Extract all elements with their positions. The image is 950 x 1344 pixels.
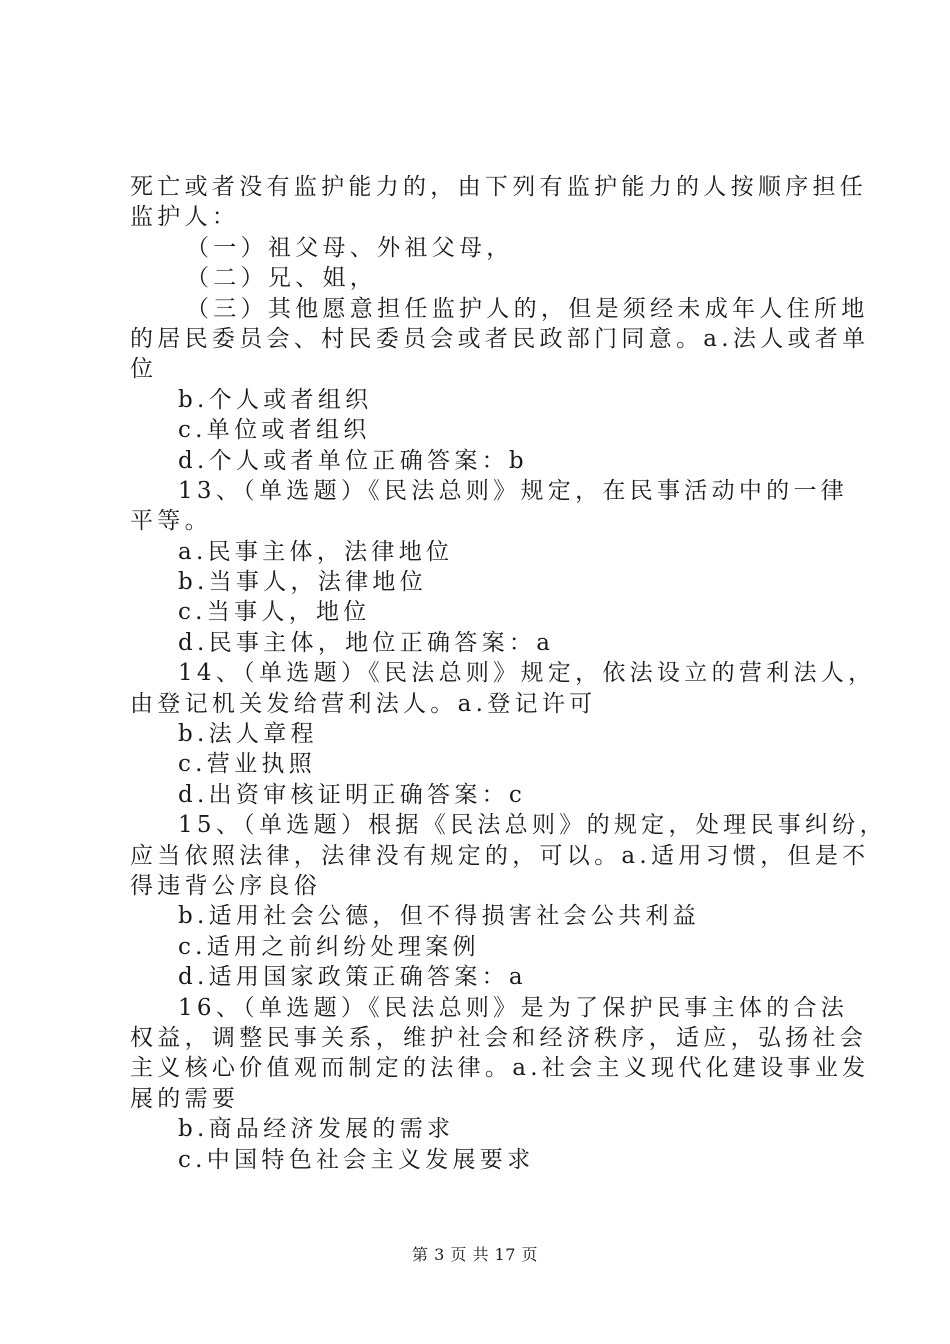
text-line: 死亡或者没有监护能力的，由下列有监护能力的人按顺序担任 [130,174,868,200]
text-line: b.商品经济发展的需求 [178,1116,455,1143]
text-line: c.适用之前纠纷处理案例 [178,933,480,960]
text-line: c.单位或者组织 [178,417,371,444]
text-line: b.个人或者组织 [178,386,373,413]
text-line: d.出资审核证明正确答案：c [178,781,527,808]
text-line: 应当依照法律，法律没有规定的，可以。a.适用习惯，但是不 [130,842,870,869]
text-line: b.适用社会公德，但不得损害社会公共利益 [178,903,701,930]
text-line: 平等。 [130,508,212,535]
text-line: 展的需要 [130,1085,240,1112]
text-line: c.中国特色社会主义发展要求 [178,1146,535,1173]
text-line: 位 [130,356,158,383]
text-line: 15、（单选题）根据《民法总则》的规定，处理民事纠纷， [178,812,887,839]
text-line: 由登记机关发给营利法人。a.登记许可 [130,690,597,717]
text-line: 14、（单选题）《民法总则》规定，依法设立的营利法人， [178,660,876,687]
text-line: 主义核心价值观而制定的法律。a.社会主义现代化建设事业发 [130,1055,870,1082]
text-line: 权益，调整民事关系，维护社会和经济秩序，适应，弘扬社会 [130,1024,868,1051]
text-line: b.当事人，法律地位 [178,569,428,596]
text-line: 监护人： [130,204,240,231]
text-line: c.当事人，地位 [178,599,371,626]
text-line: a.民事主体，法律地位 [178,538,454,565]
text-line: （三）其他愿意担任监护人的，但是须经未成年人住所地 [186,295,869,322]
text-line: 的居民委员会、村民委员会或者民政部门同意。a.法人或者单 [130,325,870,352]
text-line: d.个人或者单位正确答案：b [178,447,528,474]
text-line: d.适用国家政策正确答案：a [178,964,527,991]
text-line: c.营业执照 [178,751,316,778]
text-line: 得违背公序良俗 [130,872,322,899]
text-line: 16、（单选题）《民法总则》是为了保护民事主体的合法 [178,994,849,1021]
text-line: 13、（单选题）《民法总则》规定，在民事活动中的一律 [178,477,849,504]
text-line: d.民事主体，地位正确答案：a [178,629,555,656]
text-line: （二）兄、姐， [186,265,378,292]
text-line: （一）祖父母、外祖父母， [186,234,514,261]
page-footer: 第 3 页 共 17 页 [412,1245,538,1264]
document-body [130,172,887,1175]
text-line: b.法人章程 [178,721,318,748]
